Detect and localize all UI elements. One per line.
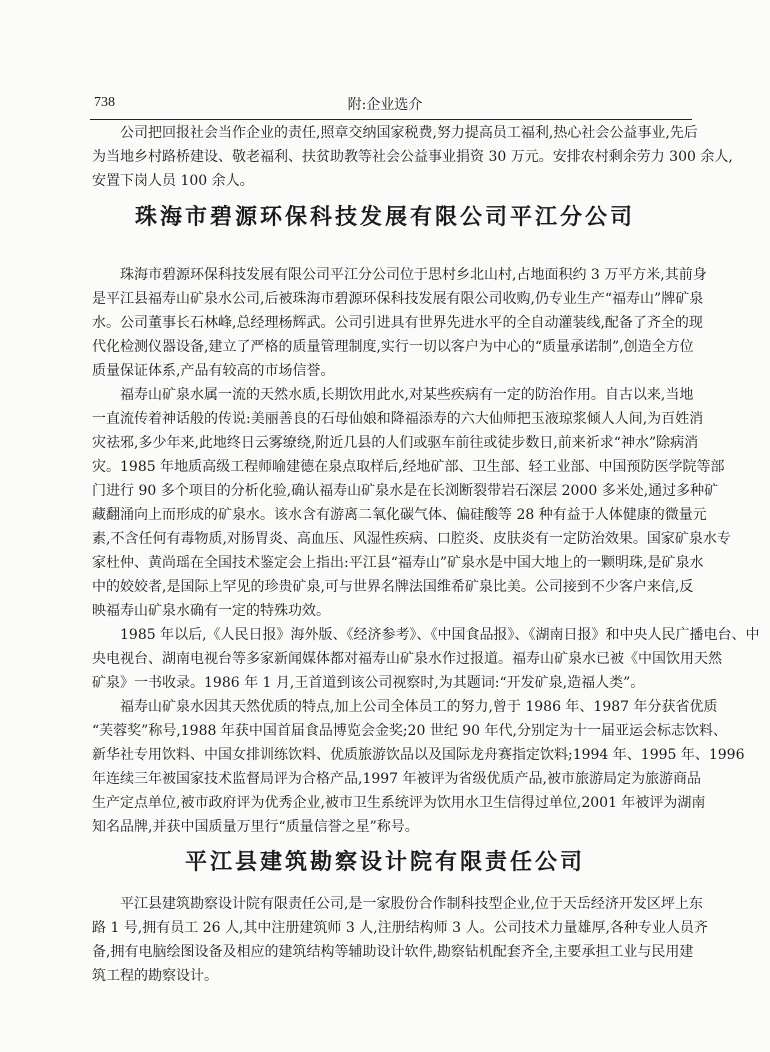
text-line: 水。公司董事长石林峰,总经理杨辉武。公司引进具有世界先进水平的全自动灌装线,配备了齐全的现 [92,315,703,331]
text-line: 中的姣姣者,是国际上罕见的珍贵矿泉,可与世界名牌法国维希矿泉比美。公司接到不少客户来信,反 [92,579,694,595]
text-line: 矿泉》一书收录。1986 年 1 月,王首道到该公司视察时,为其题词:“开发矿泉,造福人类”。 [92,675,645,691]
paragraph [92,383,731,623]
text-line: 素,不含任何有毒物质,对肠胃炎、高血压、风湿性疾病、口腔炎、皮肤炎有一定防治效果。国家矿泉水专 [92,531,731,547]
text-line: 新华社专用饮料、中国女排训练饮料、优质旅游饮品以及国际龙舟赛指定饮料;1994 年、1995 年、1996 [92,747,745,763]
text-line: 1985 年以后,《人民日报》海外版、《经济参考》、《中国食品报》、《湖南日报》和中央人民广播电台、中 [120,627,760,643]
text-line: 筑工程的勘察设计。 [92,968,218,984]
text-line: 安置下岗人员 100 余人。 [92,173,254,189]
text-line: 福寿山矿泉水因其天然优质的特点,加上公司全体员工的努力,曾于 1986 年、1987 年分获省优质 [120,699,718,715]
text-line: 生产定点单位,被市政府评为优秀企业,被市卫生系统评为饮用水卫生信得过单位,2001 年被评为湖南 [92,795,706,811]
text-line: 质量保证体系,产品有较高的市场信誉。 [92,363,335,379]
paragraph [92,623,760,695]
text-line: 年连续三年被国家技术监督局评为合格产品,1997 年被评为省级优质产品,被市旅游局定为旅游商品 [92,771,701,787]
text-line: 是平江县福寿山矿泉水公司,后被珠海市碧源环保科技发展有限公司收购,仍专业生产“福寿山”牌矿泉 [92,291,704,307]
paragraph [92,121,733,193]
paragraph [92,263,707,383]
text-line: 家杜仲、黄尚瑶在全国技术鉴定会上指出:平江县“福寿山”矿泉水是中国大地上的一颗明珠,是矿泉水 [92,555,704,571]
paragraph [92,695,745,839]
text-line: 灾。1985 年地质高级工程师喻建德在泉点取样后,经地矿部、卫生部、轻工业部、中国预防医学院等部 [92,459,725,475]
text-line: 央电视台、湖南电视台等多家新闻媒体都对福寿山矿泉水作过报道。福寿山矿泉水已被《中国饮用天然 [92,651,722,667]
text-line: 为当地乡村路桥建设、敬老福利、扶贫助教等社会公益事业捐资 30 万元。安排农村剩余劳力 300 余人, [92,149,733,165]
text-line: 门进行 90 多个项目的分析化验,确认福寿山矿泉水是在长浏断裂带岩石深层 2000 多米处,通过多种矿 [92,483,719,499]
section-title: 平江县建筑勘察设计院有限责任公司 [184,850,585,875]
header-rule [90,119,692,120]
running-header: 附:企业选介 [347,97,423,113]
text-line: 路 1 号,拥有员工 26 人,其中注册建筑师 3 人,注册结构师 3 人。公司技术力量雄厚,各种专业人员齐 [92,920,708,936]
text-line: 一直流传着神话般的传说:美丽善良的石母仙娘和降福添寿的六大仙师把玉液琼浆倾人人间,为百姓消 [92,411,704,427]
text-line: 代化检测仪器设备,建立了严格的质量管理制度,实行一切以客户为中心的“质量承诺制”,创造全方位 [92,339,694,355]
text-line: 备,拥有电脑绘图设备及相应的建筑结构等辅助设计软件,勘察钻机配套齐全,主要承担工业与民用建 [92,944,694,960]
text-line: “芙蓉奖”称号,1988 年获中国首届食品博览会金奖;20 世纪 90 年代,分别定为十一届亚运会标志饮料、 [92,723,727,739]
text-line: 知名品牌,并获中国质量万里行“质量信誉之星”称号。 [92,819,419,835]
text-line: 映福寿山矿泉水确有一定的特殊功效。 [92,603,330,619]
paragraph [92,892,708,988]
text-line: 灾祛邪,多少年来,此地终日云雾缭绕,附近几县的人们或驱车前往或徒步数日,前来祈求“神水”除病消 [92,435,699,451]
text-line: 平江县建筑勘察设计院有限责任公司,是一家股份合作制科技型企业,位于天岳经济开发区坪上东 [120,896,703,912]
text-line: 公司把回报社会当作企业的责任,照章交纳国家税费,努力提高员工福利,热心社会公益事业,先后 [120,125,698,141]
section-title: 珠海市碧源环保科技发展有限公司平江分公司 [134,205,635,230]
text-line: 珠海市碧源环保科技发展有限公司平江分公司位于思村乡北山村,占地面积约 3 万平方米,其前身 [120,267,707,283]
page-number: 738 [94,95,115,110]
text-line: 藏翻涌向上而形成的矿泉水。该水含有游离二氧化碳气体、偏硅酸等 28 种有益于人体健康的微量元 [92,507,707,523]
text-line: 福寿山矿泉水属一流的天然水质,长期饮用此水,对某些疾病有一定的防治作用。自古以来,当地 [120,387,694,403]
